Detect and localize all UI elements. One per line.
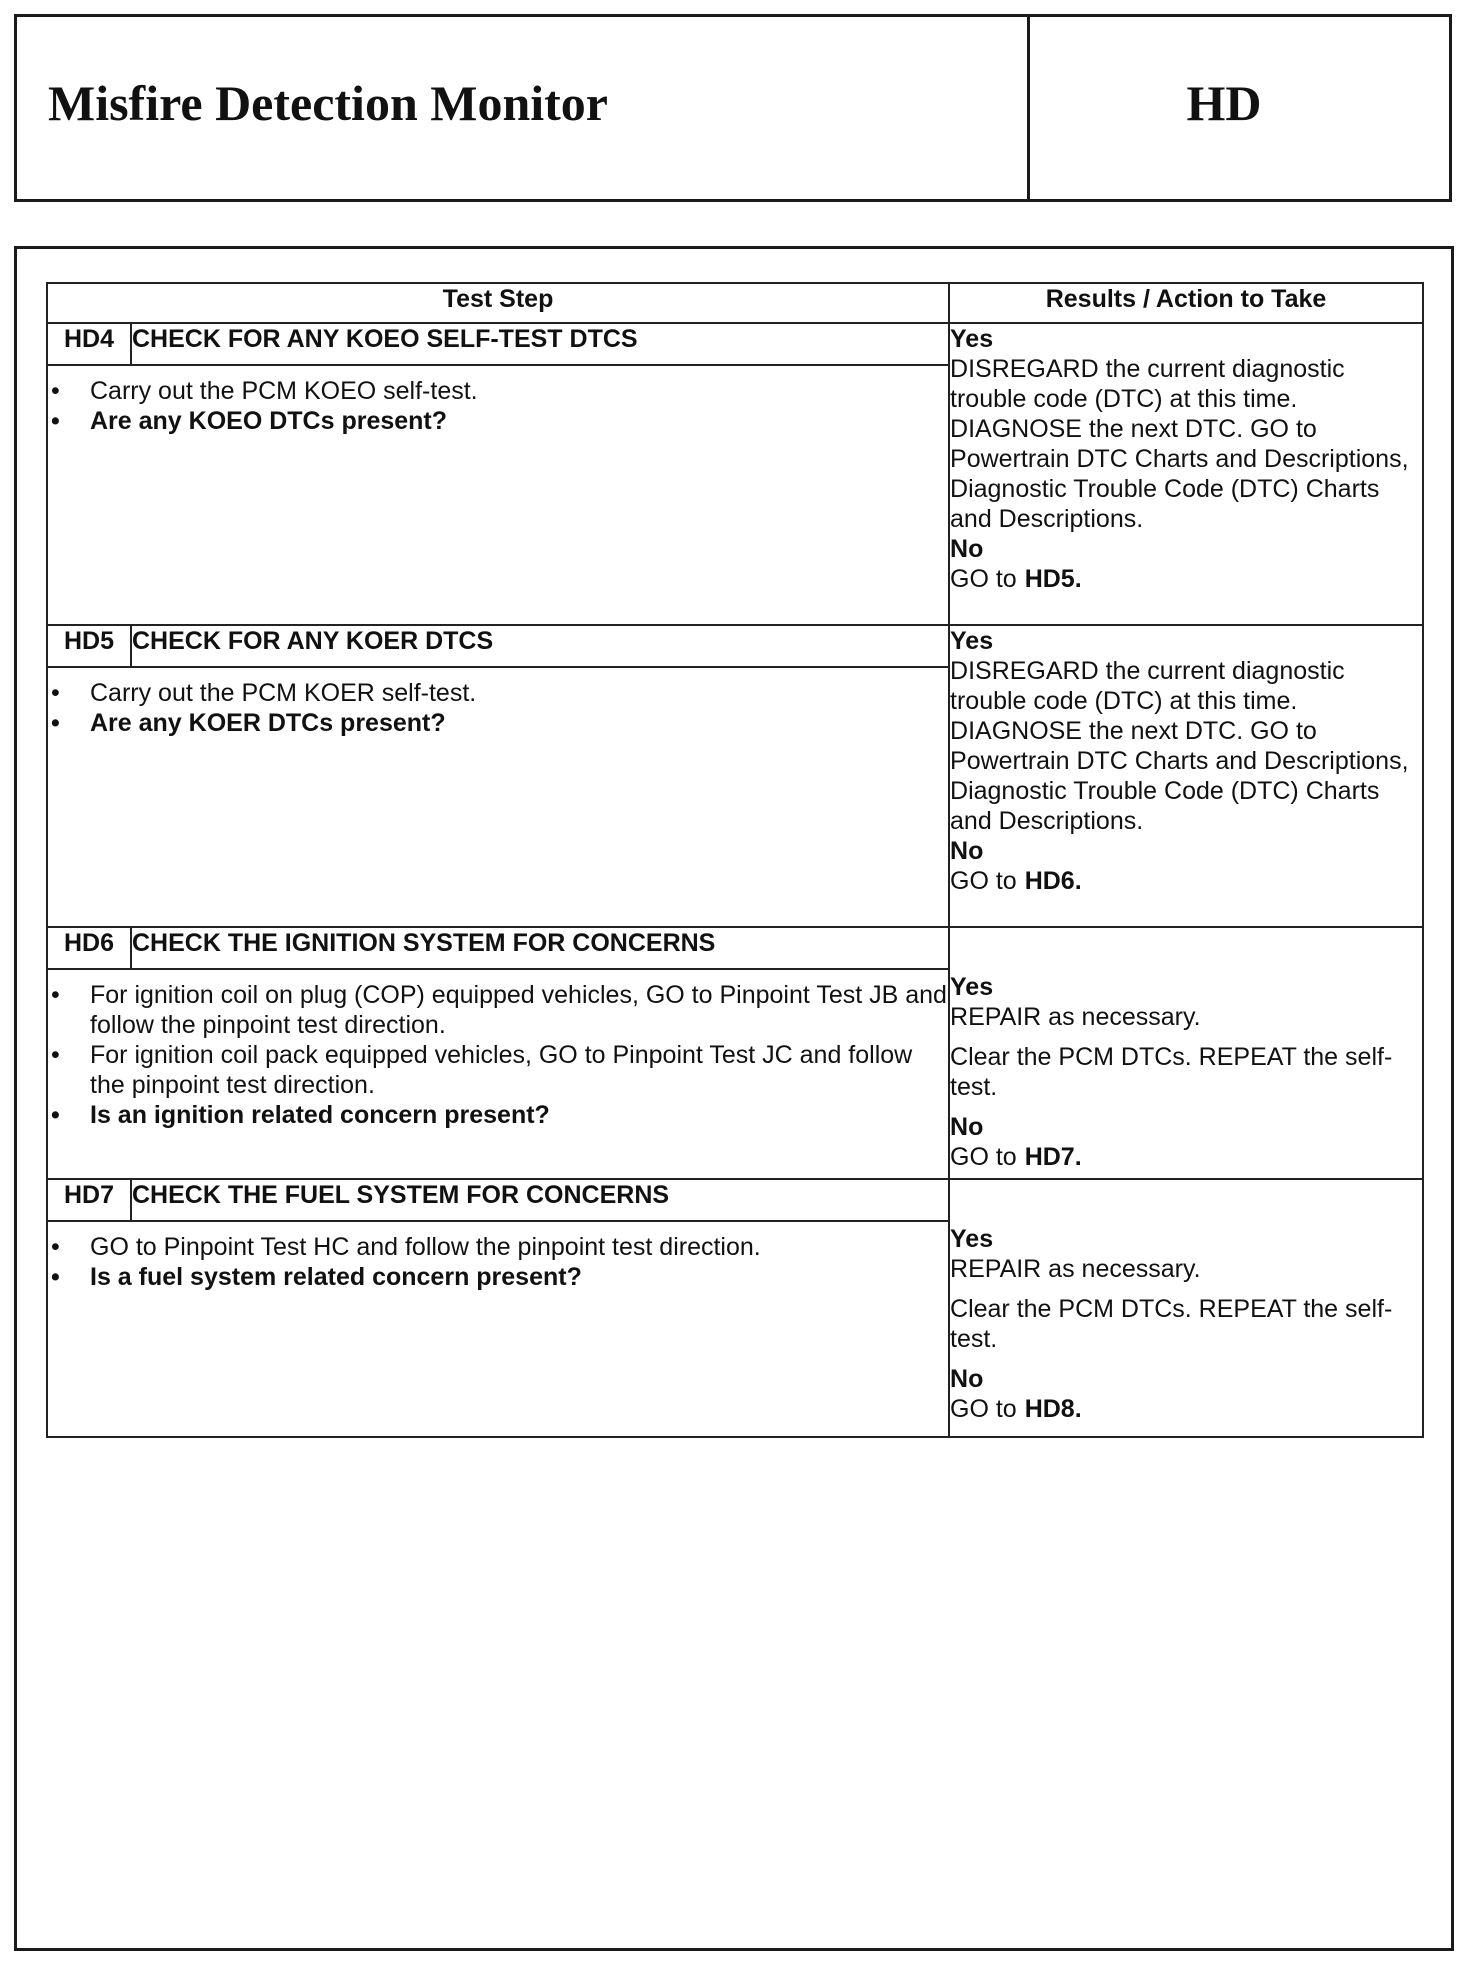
no-action: [950, 866, 1422, 896]
step-results: [949, 927, 1423, 1179]
no-action: [950, 564, 1422, 594]
no-label: No: [950, 1365, 984, 1393]
step-instructions: [47, 1221, 949, 1437]
yes-label: Yes: [950, 1225, 994, 1253]
no-label: No: [950, 837, 984, 865]
no-action: [950, 1142, 1422, 1172]
step-title: CHECK FOR ANY KOER DTCS: [131, 625, 949, 667]
yes-label: Yes: [950, 627, 994, 655]
step-title: CHECK FOR ANY KOEO SELF-TEST DTCS: [131, 323, 949, 365]
no-label: No: [950, 535, 984, 563]
no-action-text: GO to: [950, 1395, 1017, 1423]
step-results: [949, 625, 1423, 927]
step-id: HD5: [47, 625, 131, 667]
next-step-ref: HD5.: [1024, 565, 1082, 593]
yes-action: DISREGARD the current diagnostic trouble code (DTC) at this time. DIAGNOSE the next DTC. GO to Powertrain DTC Charts and Descriptions, Diagnostic Trouble Code (DTC) Charts and Descriptions.: [950, 355, 1409, 533]
step-title: CHECK THE IGNITION SYSTEM FOR CONCERNS: [131, 927, 949, 969]
next-step-ref: HD7.: [1024, 1143, 1082, 1171]
next-step-ref: HD6.: [1024, 867, 1082, 895]
instruction-item: • Carry out the PCM KOEO self-test.: [90, 376, 948, 406]
yes-followup: Clear the PCM DTCs. REPEAT the self-test.: [950, 1295, 1393, 1353]
yes-label: Yes: [950, 973, 994, 1001]
no-action-text: GO to: [950, 867, 1017, 895]
instruction-item: • For ignition coil on plug (COP) equipped vehicles, GO to Pinpoint Test JB and follow the pinpoint test direction.: [90, 980, 948, 1040]
yes-label: Yes: [950, 325, 994, 353]
instruction-item: • For ignition coil pack equipped vehicles, GO to Pinpoint Test JC and follow the pinpoint test direction.: [90, 1040, 948, 1100]
instruction-question: • Is a fuel system related concern present?: [90, 1262, 948, 1292]
step-id: HD4: [47, 323, 131, 365]
table-header-row: [47, 283, 1423, 323]
step-instructions: [47, 667, 949, 927]
no-action: [950, 1394, 1422, 1424]
step-title-row-hd7: [47, 1179, 1423, 1221]
step-title-row-hd4: [47, 323, 1423, 365]
section-code: HD: [1186, 75, 1262, 131]
instruction-question: • Is an ignition related concern present?: [90, 1100, 948, 1130]
instruction-item: • GO to Pinpoint Test HC and follow the pinpoint test direction.: [90, 1232, 948, 1262]
step-id: HD6: [47, 927, 131, 969]
step-title: CHECK THE FUEL SYSTEM FOR CONCERNS: [131, 1179, 949, 1221]
test-step-header: Test Step: [47, 283, 949, 323]
step-instructions: [47, 365, 949, 625]
instruction-question: • Are any KOER DTCs present?: [90, 708, 948, 738]
step-title-row-hd6: [47, 927, 1423, 969]
instruction-question: • Are any KOEO DTCs present?: [90, 406, 948, 436]
yes-action: REPAIR as necessary.: [950, 1255, 1201, 1283]
results-header: Results / Action to Take: [949, 283, 1423, 323]
step-results: [949, 323, 1423, 625]
no-action-text: GO to: [950, 1143, 1017, 1171]
no-action-text: GO to: [950, 565, 1017, 593]
instruction-item: • Carry out the PCM KOER self-test.: [90, 678, 948, 708]
no-label: No: [950, 1113, 984, 1141]
yes-action: DISREGARD the current diagnostic trouble code (DTC) at this time. DIAGNOSE the next DTC. GO to Powertrain DTC Charts and Descriptions, Diagnostic Trouble Code (DTC) Charts and Descriptions.: [950, 657, 1409, 835]
yes-followup: Clear the PCM DTCs. REPEAT the self-test.: [950, 1043, 1393, 1101]
step-instructions: [47, 969, 949, 1179]
test-step-table: [46, 282, 1424, 1438]
next-step-ref: HD8.: [1024, 1395, 1082, 1423]
step-title-row-hd5: [47, 625, 1423, 667]
yes-action: REPAIR as necessary.: [950, 1003, 1201, 1031]
step-id: HD7: [47, 1179, 131, 1221]
page-title: Misfire Detection Monitor: [48, 75, 608, 131]
step-results: [949, 1179, 1423, 1437]
